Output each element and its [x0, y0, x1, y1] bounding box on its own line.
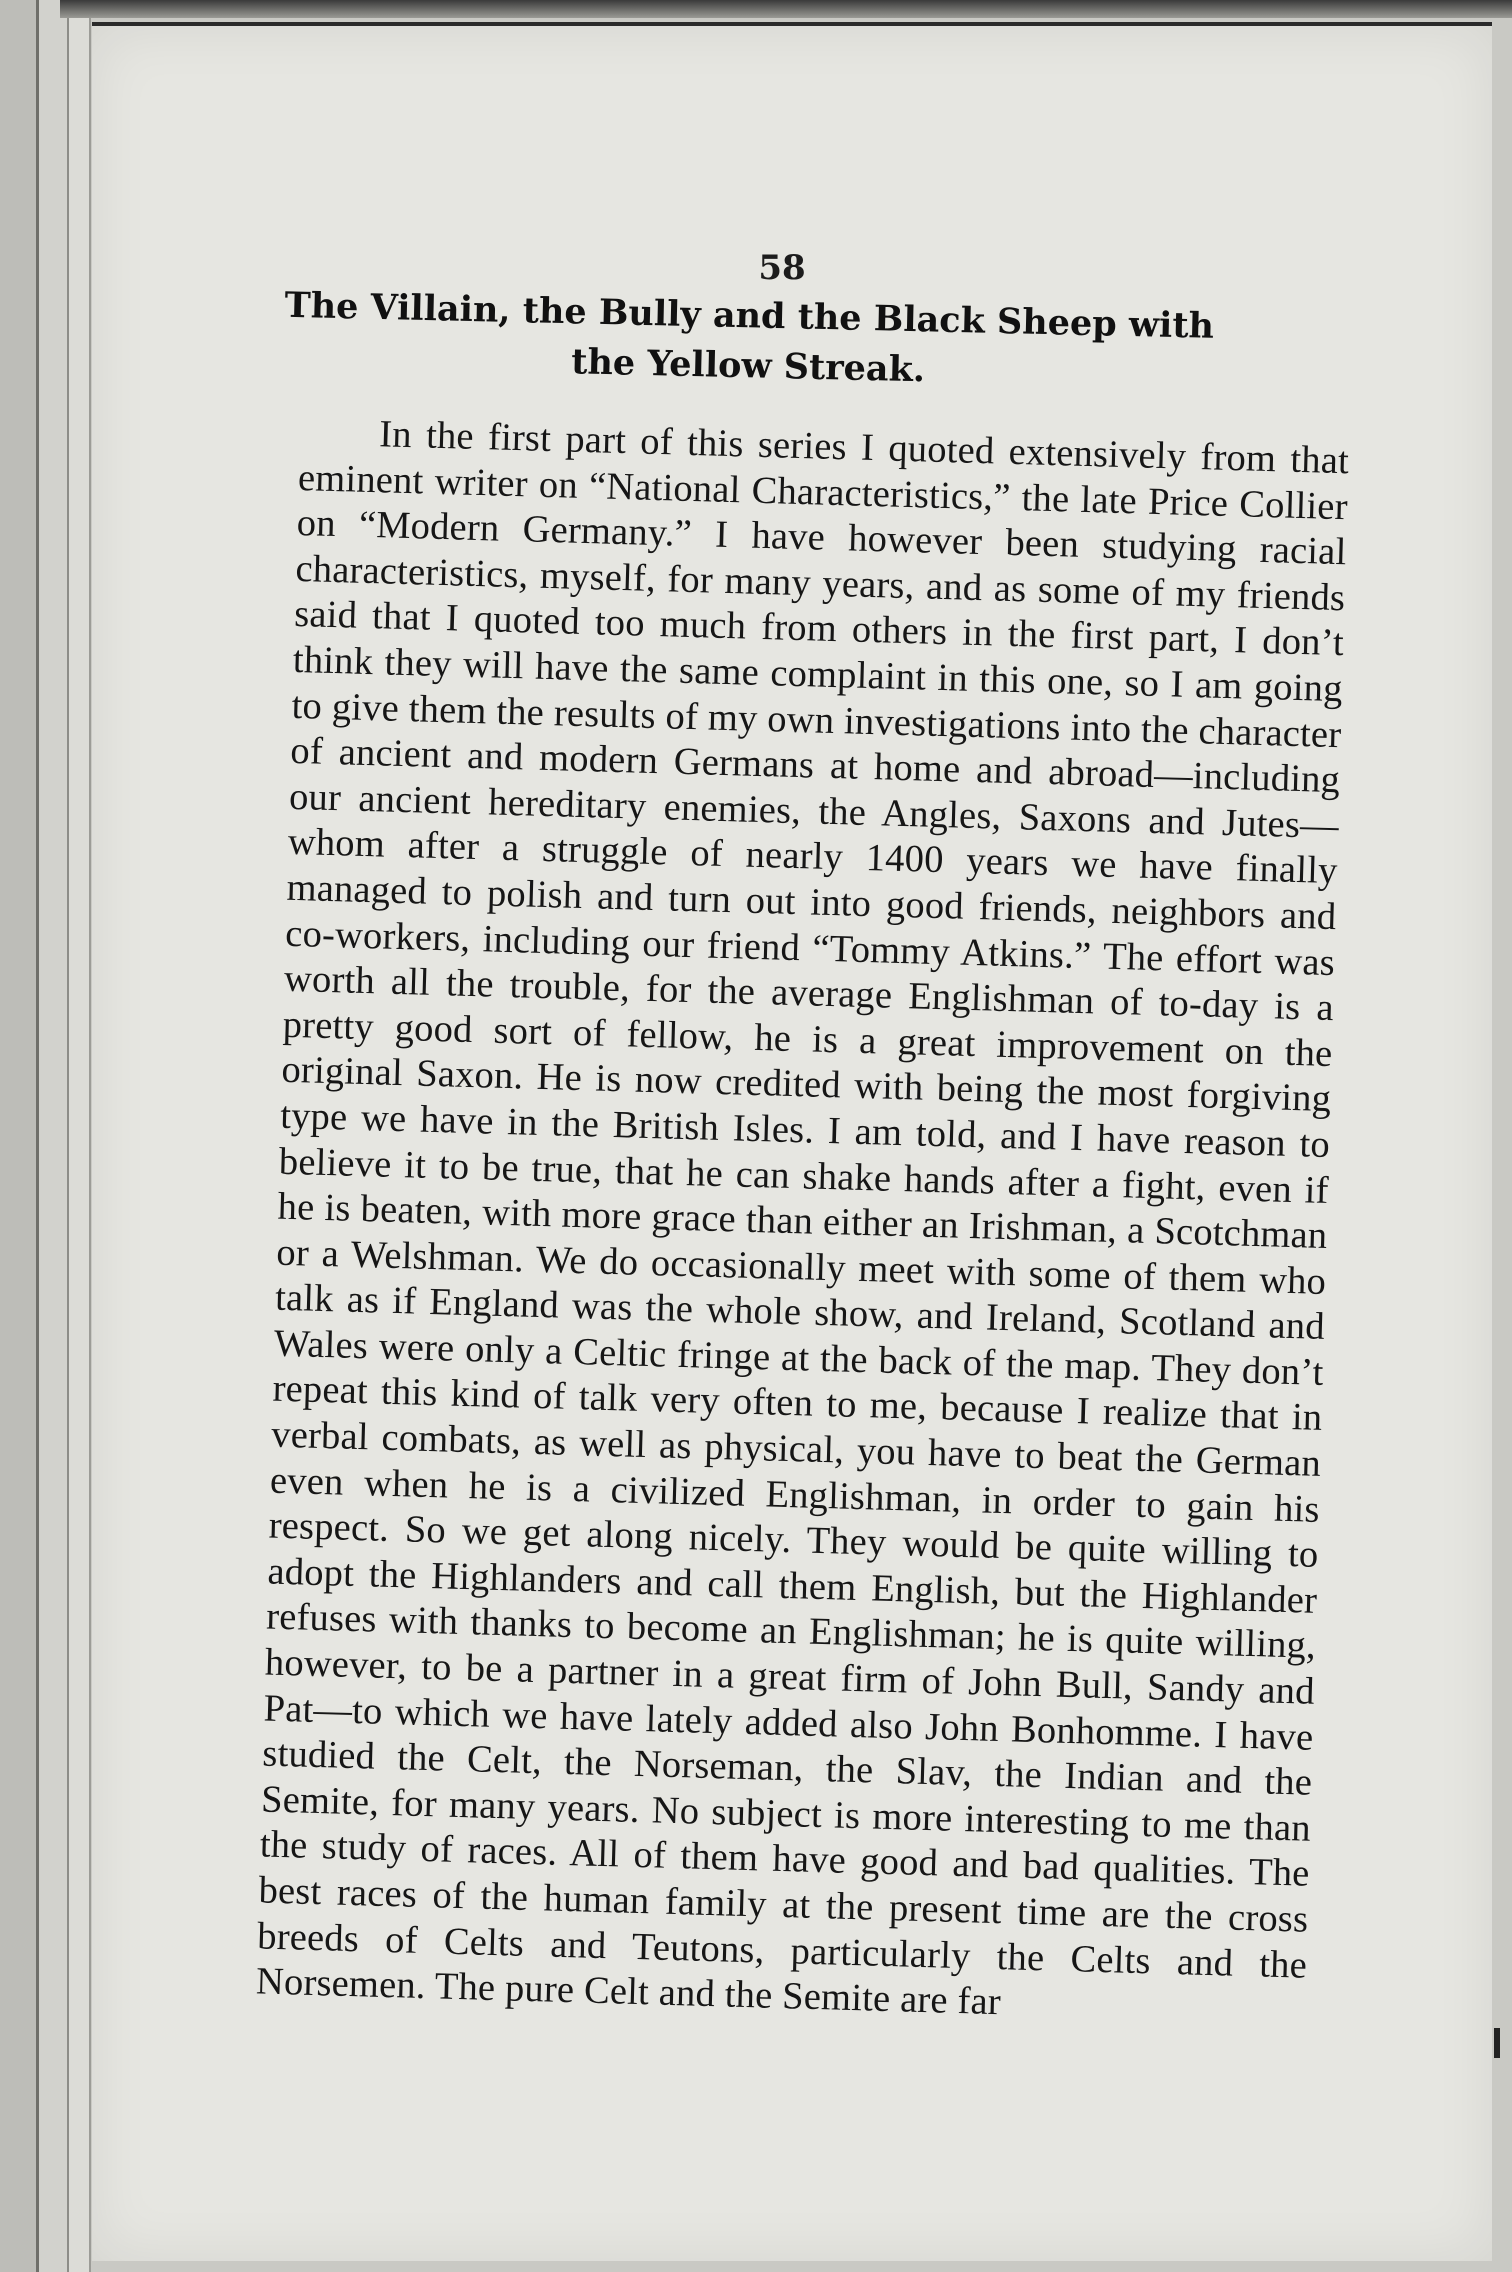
margin-mark [1494, 2028, 1500, 2058]
page-number: 58 [758, 248, 806, 288]
chapter-title: The Villain, the Bully and the Black Sheep with the Yellow Streak. [284, 284, 1215, 391]
scan-top-edge [60, 0, 1512, 18]
body-paragraph: In the first part of this series I quoted extensively from that eminent writer on “National Characteristics,” the late Price Collier on “Modern Germany.” I have however been studying racial characteristics, myself, for many years, and as some of my friends said that I quoted too much from others in the first part, I don’t think they will have the same complaint in this one, so I am going to give them the results of my own investigations into the character of ancient and modern Germans at home and abroad—including our ancient hereditary enemies, the Angles, Saxons and Jutes—whom after a struggle of nearly 1400 years we have finally managed to polish and turn out into good friends, neighbors and co-workers, including our friend “Tommy Atkins.” The effort was worth all the trouble, for the average Englishman of to-day is a pretty good sort of fellow, he is a great improvement on the original Saxon. He is now credited with being the most forgiving type we have in the British Isles. I am told, and I have reason to believe it to be true, that he can shake hands after a fight, even if he is beaten, with more grace than either an Irishman, a Scotchman or a Welshman. We do occasionally meet with some of them who talk as if England was the whole show, and Ireland, Scotland and Wales were only a Celtic fringe at the back of the map. They don’t repeat this kind of talk very often to me, because I realize that in verbal combats, as well as physical, you have to beat the German even when he is a civilized Englishman, in order to gain his respect. So we get along nicely. They would be quite willing to adopt the Highlanders and call them English, but the Highlander refuses with thanks to become an Englishman; he is quite willing, however, to be a partner in a great firm of John Bull, Sandy and Pat—to which we have lately added also John Bonhomme. I have studied the Celt, the Norseman, the Slav, the Indian and the Semite, for many years. No subject is more interesting to me than the study of races. All of them have good and bad qualities. The best races of the human family at the present time are the cross breeds of Celts and Teutons, particularly the Celts and the Norsemen. The pure Celt and the Semite are far [255, 413, 1350, 2024]
page-edge-middle [39, 0, 69, 2272]
page-edge-outer [0, 0, 39, 2272]
page-edge-inner [69, 0, 91, 2272]
